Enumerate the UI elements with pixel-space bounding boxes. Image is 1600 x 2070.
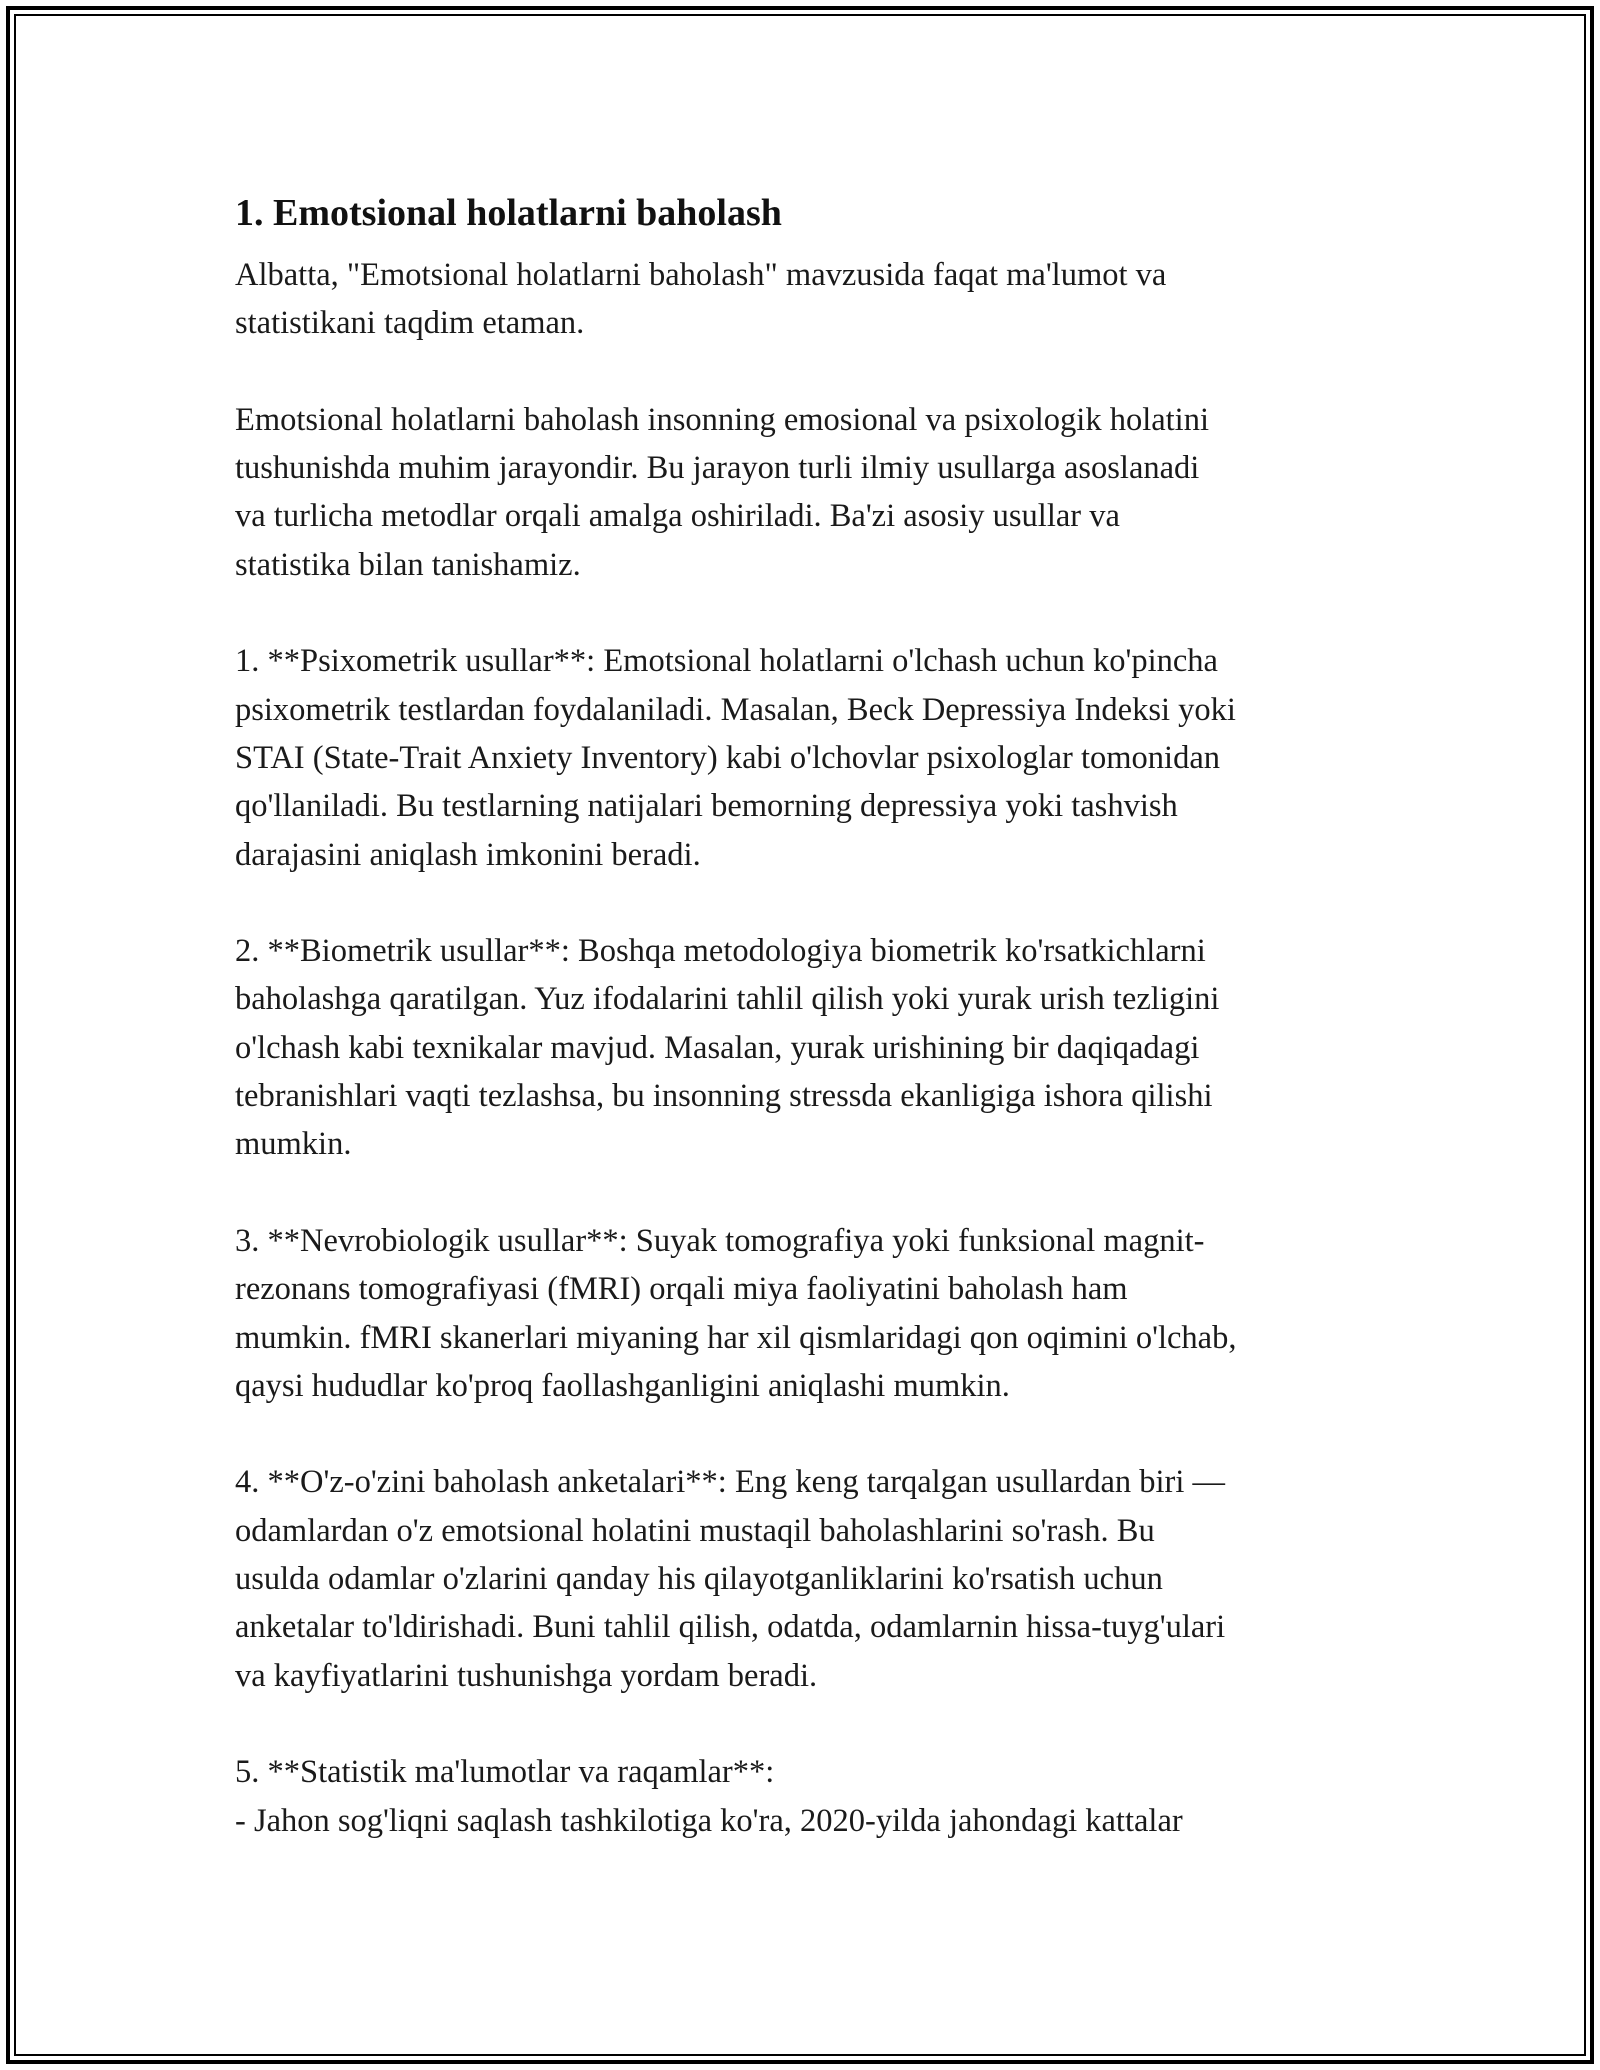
section-heading: 1. Emotsional holatlarni baholash (235, 192, 782, 234)
list-item-statistics: 5. **Statistik ma'lumotlar va raqamlar**: - Jahon sog'liqni saqlash tashkilotiga ko'ra, 2020-yilda jahondagi kattalar (235, 1754, 1183, 1839)
list-item-neurobiological: 3. **Nevrobiologik usullar**: Suyak tomografiya yoki funksional magnit- rezonans tomografiyasi (fMRI) orqali miya faoliyatini baholash ham mumkin. fMRI skanerlari miyaning har xil qismlaridagi qon oqimini o'lchab, qaysi hududlar ko'proq faollashganligini aniqlashi mumkin. (235, 1222, 1237, 1404)
overview-paragraph: Emotsional holatlarni baholash insonning emosional va psixologik holatini tushunishda muhim jarayondir. Bu jarayon turli ilmiy usullarga asoslanadi va turlicha metodlar orqali amalga oshiriladi. Ba'zi asosiy usullar va statistika bilan tanishamiz. (235, 401, 1209, 583)
intro-paragraph: Albatta, "Emotsional holatlarni baholash" mavzusida faqat ma'lumot va statistikani taqdim etaman. (235, 257, 1167, 342)
list-item-self-assessment: 4. **O'z-o'zini baholash anketalari**: Eng keng tarqalgan usullardan biri — odamlardan o'z emotsional holatini mustaqil baholashlarini so'rash. Bu usulda odamlar o'zlarini qanday his qilayotganliklarini ko'rsatish uchun anketalar to'ldirishadi. Buni tahlil qilish, odatda, odamlarnin hissa-tuyg'ulari va kayfiyatlarini tushunishga yordam beradi. (235, 1464, 1226, 1694)
list-item-biometric: 2. **Biometrik usullar**: Boshqa metodologiya biometrik ko'rsatkichlarni baholashga qaratilgan. Yuz ifodalarini tahlil qilish yoki yurak urish tezligini o'lchash kabi texnikalar mavjud. Masalan, yurak urishining bir daqiqadagi tebranishlari vaqti tezlashsa, bu insonning stressda ekanligiga ishora qilishi mumkin. (235, 933, 1220, 1163)
list-item-psychometric: 1. **Psixometrik usullar**: Emotsional holatlarni o'lchash uchun ko'pincha psixometrik testlardan foydalaniladi. Masalan, Beck Depressiya Indeksi yoki STAI (State-Trait Anxiety Inventory) kabi o'lchovlar psixologlar tomonidan qo'llaniladi. Bu testlarning natijalari bemorning depressiya yoki tashvish darajasini aniqlash imkonini beradi. (235, 643, 1236, 873)
document-body (235, 185, 1385, 1845)
